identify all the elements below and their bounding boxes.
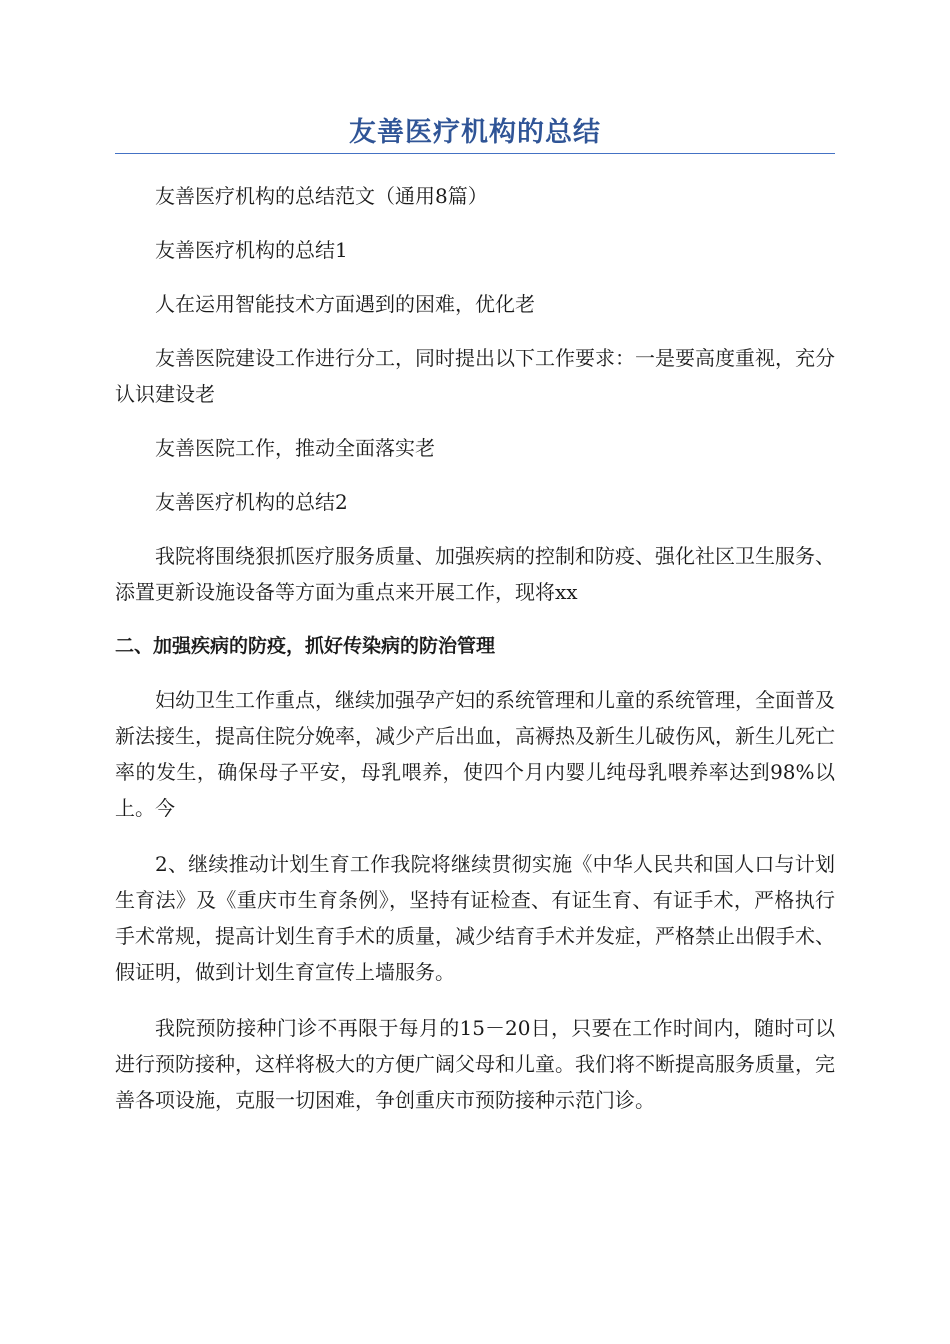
paragraph: 人在运用智能技术方面遇到的困难，优化老 (155, 292, 535, 316)
paragraph: 妇幼卫生工作重点，继续加强孕产妇的系统管理和儿童的系统管理，全面普及新法接生，提高住院分娩率，减少产后出血，高褥热及新生儿破伤风，新生儿死亡率的发生，确保母子平安，母乳喂养，使四个月内婴儿纯母乳喂养率达到98%以上。今 (115, 688, 835, 820)
paragraph-section-1-title: 友善医疗机构的总结1 (155, 238, 348, 262)
section-heading: 二、加强疾病的防疫，抓好传染病的防治管理 (115, 635, 496, 657)
paragraph-section-2-title: 友善医疗机构的总结2 (155, 490, 348, 514)
document-title: 友善医疗机构的总结 (349, 117, 601, 148)
paragraph-intro: 友善医疗机构的总结范文（通用8篇） (155, 184, 488, 208)
paragraph: 友善医院工作，推动全面落实老 (155, 436, 435, 460)
document-page (115, 0, 835, 1118)
paragraph: 友善医院建设工作进行分工，同时提出以下工作要求：一是要高度重视，充分认识建设老 (115, 346, 835, 406)
paragraph: 我院将围绕狠抓医疗服务质量、加强疾病的控制和防疫、强化社区卫生服务、添置更新设施设备等方面为重点来开展工作，现将xx (115, 544, 835, 604)
paragraph: 我院预防接种门诊不再限于每月的15－20日，只要在工作时间内，随时可以进行预防接种，这样将极大的方便广阔父母和儿童。我们将不断提高服务质量，完善各项设施，克服一切困难，争创重庆市预防接种示范门诊。 (115, 1016, 835, 1112)
paragraph: 2、继续推动计划生育工作我院将继续贯彻实施《中华人民共和国人口与计划生育法》及《重庆市生育条例》，坚持有证检查、有证生育、有证手术，严格执行手术常规，提高计划生育手术的质量，减少结育手术并发症，严格禁止出假手术、假证明，做到计划生育宣传上墙服务。 (115, 852, 835, 984)
